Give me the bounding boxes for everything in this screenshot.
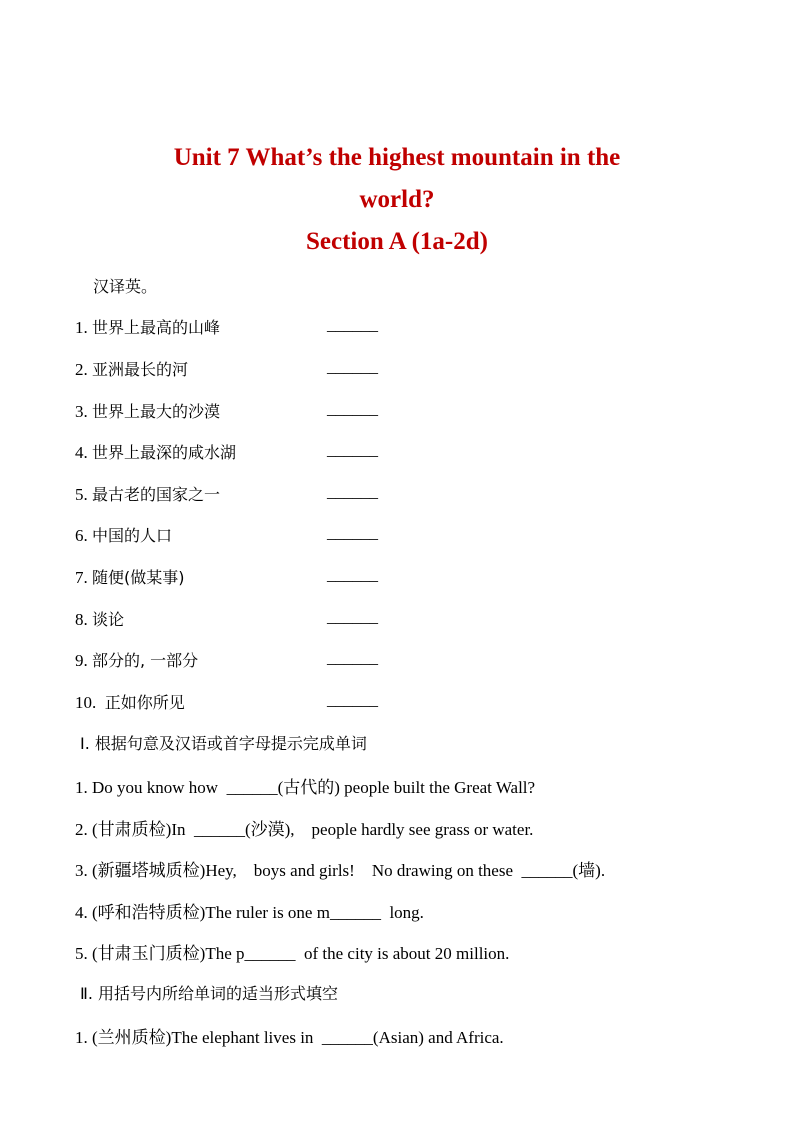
intro-instruction: 汉译英。 <box>93 277 158 296</box>
section-1-heading: Ⅰ. 根据句意及汉语或首字母提示完成单词 <box>80 734 367 753</box>
answer-blank[interactable]: ______ <box>327 607 378 626</box>
answer-blank[interactable]: ______ <box>327 440 378 459</box>
exercise-item: 1. (兰州质检)The elephant lives in ______(Asian) and Africa. <box>75 1028 504 1047</box>
vocab-item: 3. 世界上最大的沙漠 <box>75 402 221 421</box>
answer-blank[interactable]: ______ <box>327 565 378 584</box>
exercise-item: 2. (甘肃质检)In ______(沙漠), people hardly see grass or water. <box>75 820 534 839</box>
vocab-item: 9. 部分的, 一部分 <box>75 651 199 670</box>
answer-blank[interactable]: ______ <box>327 482 378 501</box>
vocab-item: 5. 最古老的国家之一 <box>75 485 221 504</box>
answer-blank[interactable]: ______ <box>327 648 378 667</box>
answer-blank[interactable]: ______ <box>327 399 378 418</box>
section-2-heading: Ⅱ. 用括号内所给单词的适当形式填空 <box>80 984 339 1003</box>
answer-blank[interactable]: ______ <box>327 315 378 334</box>
vocab-item: 6. 中国的人口 <box>75 526 173 545</box>
vocab-item: 8. 谈论 <box>75 610 125 629</box>
exercise-item: 1. Do you know how ______(古代的) people built the Great Wall? <box>75 778 536 797</box>
vocab-item: 4. 世界上最深的咸水湖 <box>75 443 237 462</box>
title-line-2: world? <box>359 186 435 213</box>
answer-blank[interactable]: ______ <box>327 523 378 542</box>
title-line-3: Section A (1a-2d) <box>306 228 488 255</box>
vocab-item: 1. 世界上最高的山峰 <box>75 318 221 337</box>
answer-blank[interactable]: ______ <box>327 690 378 709</box>
answer-blank[interactable]: ______ <box>327 357 378 376</box>
vocab-item: 7. 随便(做某事) <box>75 568 185 587</box>
vocab-item: 2. 亚洲最长的河 <box>75 360 189 379</box>
exercise-item: 5. (甘肃玉门质检)The p______ of the city is about 20 million. <box>75 944 510 963</box>
exercise-item: 3. (新疆塔城质检)Hey, boys and girls! No drawing on these ______(墙). <box>75 861 606 880</box>
exercise-item: 4. (呼和浩特质检)The ruler is one m______ long. <box>75 903 424 922</box>
vocab-item: 10. 正如你所见 <box>75 693 185 712</box>
title-line-1: Unit 7 What’s the highest mountain in the <box>173 144 621 171</box>
